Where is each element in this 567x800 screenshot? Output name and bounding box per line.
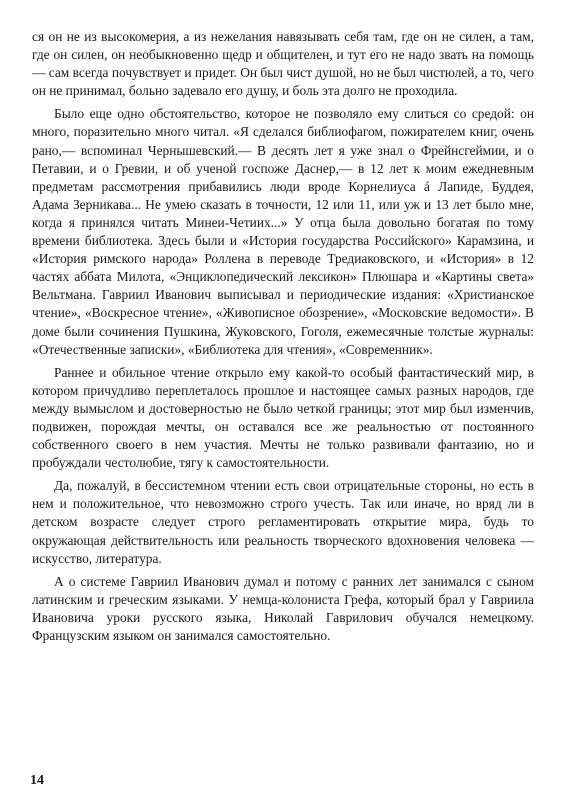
- paragraph-2: Было еще одно обстоятельство, которое не позволяло ему слиться со средой: он много, поразительно много читал. «Я сделался библиофагом, пожирателем книг, очень рано,— вспоминал Чернышевский.— В десять лет я уже знал о Фрейнсгеймии, и о Петавии, и о Гревии, и об ученой госпоже Даснер,— в 12 лет к моим ежедневным предметам рассмотрения прибавились люди вроде Корнелиуса á Лапиде, Буддея, Адама Зерникава... Не умею сказать в точности, 12 или 11, или уж и 13 лет было мне, когда я принялся читать Минеи-Четиих...» У отца была довольно богатая по тому времени библиотека. Здесь были и «История государства Российского» Карамзина, и «История римского народа» Роллена в переводе Тредиаковского, и «История» в 12 частях аббата Милота, «Энциклопедический лексикон» Плюшара и «Картины света» Вельтмана. Гавриил Иванович выписывал и периодические издания: «Христианское чтение», «Воскресное чтение», «Живописное обозрение», «Московские ведомости». В доме были сочинения Пушкина, Жуковского, Гоголя, ежемесячные толстые журналы: «Отечественные записки», «Библиотека для чтения», «Современник».: [32, 106, 534, 357]
- paragraph-3: Раннее и обильное чтение открыло ему какой-то особый фантастический мир, в котором причудливо переплеталось прошлое и настоящее самых разных народов, где между вымыслом и достоверностью не было четкой границы; этот мир был изменчив, подвижен, порождая мечты, он оставался все же реальностью от постоянного собственного своего в нем участия. Мечты не только развивали фантазию, но и пробуждали честолюбие, тягу к самостоятельности.: [32, 364, 534, 471]
- paragraph-5: А о системе Гавриил Иванович думал и потому с ранних лет занимался с сыном латинским и греческим языками. У немца-колониста Грефа, который брал у Гавриила Ивановича уроки русского языка, Николай Гаврилович обучался немецкому. Французским языком он занимался самостоятельно.: [32, 573, 534, 643]
- paragraph-1: ся он не из высокомерия, а из нежелания навязывать себя там, где он не силен, а там, где он силен, он необыкновенно щедр и общителен, и тут его не надо звать на помощь — сам всегда почувствует и придет. Он был чист душой, но не был чистюлей, а то, чего он не принимал, больно задевало его душу, и боль эта долго не проходила.: [32, 29, 534, 99]
- paragraph-4: Да, пожалуй, в бессистемном чтении есть свои отрицательные стороны, но есть в нем и положительное, что невозможно строго учесть. Так или иначе, но вряд ли в детском возрасте следует строго регламентировать открытие мира, будь то окружающая действительность или реальность творческого вдохновения человека — искусство, литература.: [32, 478, 534, 566]
- page-number: 14: [30, 773, 44, 788]
- page-text-body: [32, 28, 534, 645]
